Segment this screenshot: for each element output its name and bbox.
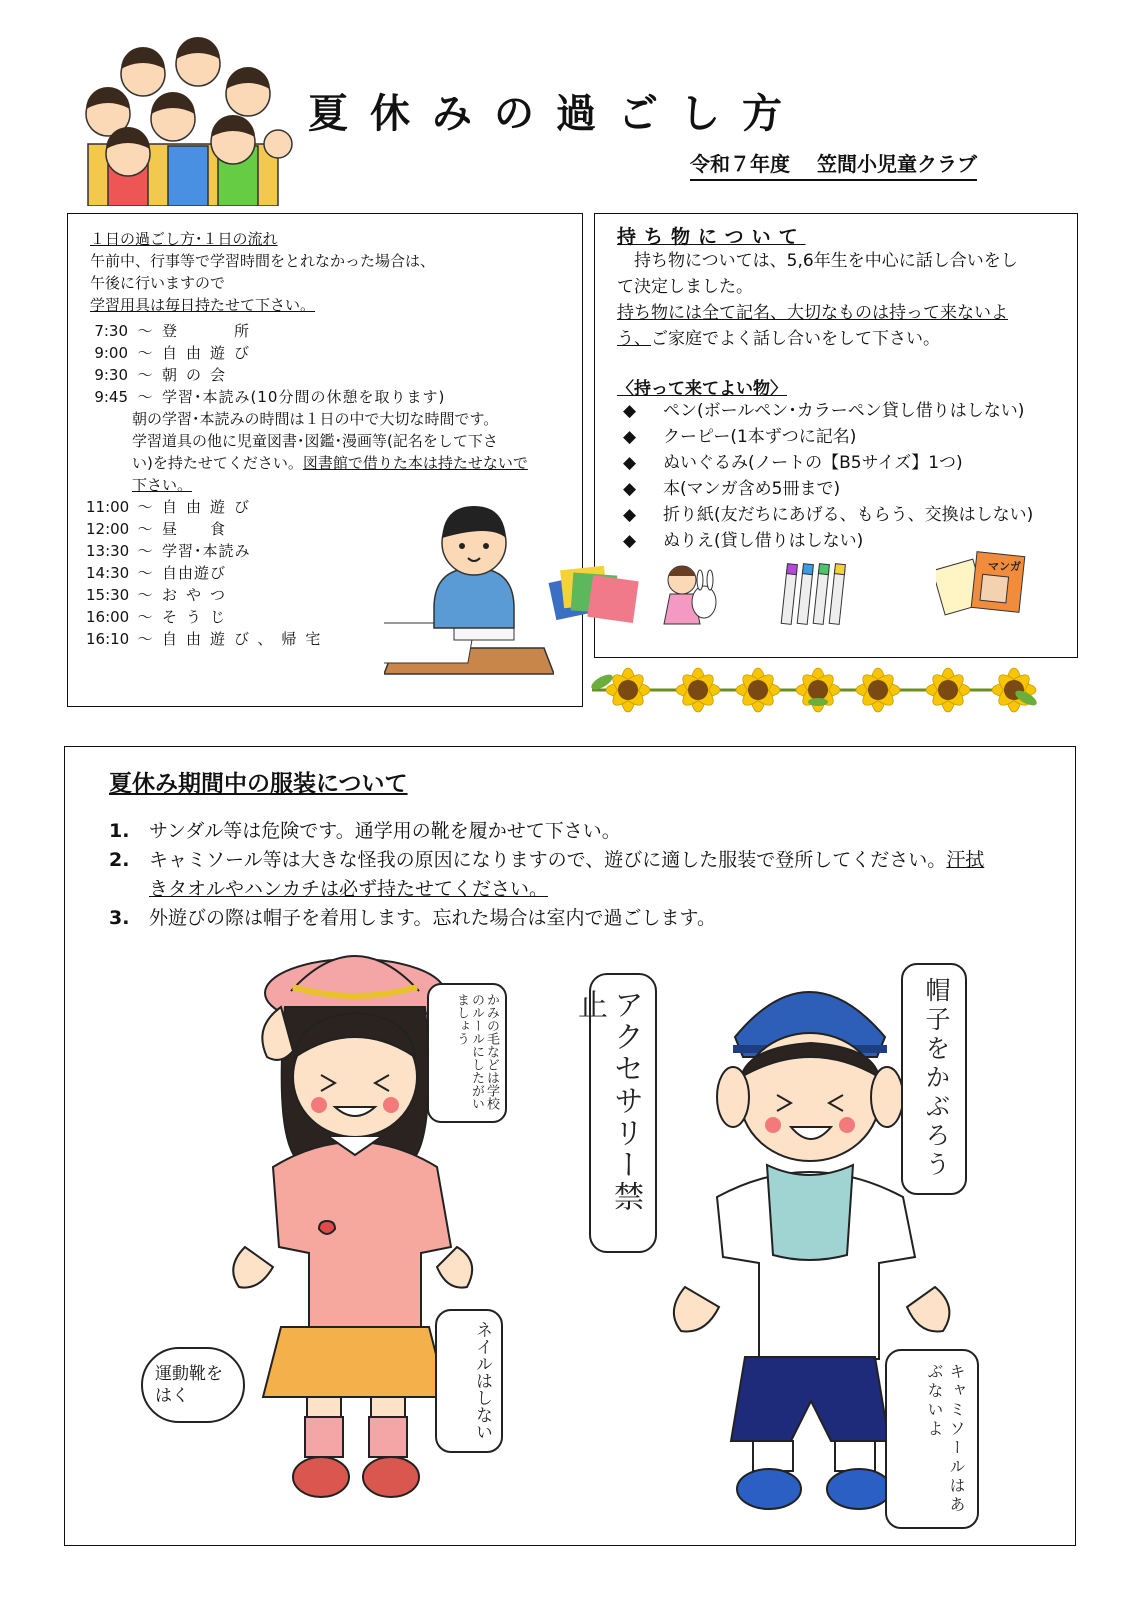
nail-rule-bubble: ネイルはしない [435, 1309, 503, 1453]
schedule-intro-line1: 午前中、行事等で学習時間をとれなかった場合は、 [90, 252, 436, 270]
schedule-row: 9:30 ～ 朝の会 [94, 366, 235, 384]
schedule-row: 13:30 ～ 学習･本読み [86, 542, 251, 560]
clothing-heading: 夏休み期間中の服装について [109, 771, 408, 797]
belongings-paragraph2-line2: う、ご家庭でよく話し合いをして下さい。 [617, 329, 940, 349]
schedule-row: 11:00 ～ 自由遊び [86, 498, 259, 516]
belongings-paragraph2-line1: 持ち物には全て記名、大切なものは持って来ないよ [617, 303, 1008, 323]
origami-paper-icon [548, 560, 640, 626]
schedule-intro-line2: 午後に行いますので [90, 274, 226, 292]
list-item: ◆ ペン(ボールペン･カラーペン貸し借りはしない) [623, 401, 1025, 421]
hair-rule-bubble: かみの毛などは学校のルールにしたがいましょう [427, 983, 507, 1123]
schedule-row: 16:10 ～ 自由遊び、帰宅 [86, 630, 330, 648]
daily-schedule-box [67, 213, 583, 707]
children-group-illustration [68, 34, 294, 206]
marker-pens-icon [778, 560, 858, 634]
study-note: 朝の学習･本読みの時間は１日の中で大切な時間です。 学習道具の他に児童図書･図鑑･漫画等(記名をして下さ い)を持たせてください。図書館で借りた本は持たせないで 下さい。 [132, 410, 528, 494]
camisole-rule-bubble: キャミソールはあぶないよ [885, 1349, 979, 1529]
page-subtitle: 令和７年度 笠間小児童クラブ [690, 148, 977, 181]
list-item: 3. 外遊びの際は帽子を着用します。忘れた場合は室内で過ごします。 [109, 907, 716, 929]
list-item: 2. キャミソール等は大きな怪我の原因になりますので、遊びに適した服装で登所してください。汗拭 きタオルやハンカチは必ず持たせてください。 [109, 849, 985, 900]
list-item: ◆ ぬいぐるみ(ノートの【B5サイズ】1つ) [623, 453, 963, 473]
manga-books-icon [936, 550, 1030, 616]
sunflower-border-decoration [586, 660, 1042, 716]
list-item: ◆ 本(マンガ含め5冊まで) [623, 479, 841, 499]
stuffed-toy-icon [656, 558, 724, 636]
accessory-rule-bubble: アクセサリー禁止 [589, 973, 657, 1253]
belongings-heading: 持ち物について [617, 226, 806, 248]
manga-label: マンガ [988, 560, 1021, 573]
belongings-paragraph1-line2: て決定しました。 [617, 277, 753, 297]
schedule-morning-list [86, 320, 445, 408]
page-title: 夏休みの過ごし方 [308, 91, 804, 137]
hat-rule-bubble: 帽子をかぶろう [901, 963, 967, 1195]
allowed-items-heading: 〈持って来てよい物〉 [617, 379, 787, 399]
summer-clothing-box [64, 746, 1076, 1546]
schedule-afternoon-list [86, 496, 329, 650]
list-item: ◆ 折り紙(友だちにあげる、もらう、交換はしない) [623, 505, 1034, 525]
allowed-items-list [623, 398, 1033, 554]
schedule-row: 14:30 ～ 自由遊び [86, 564, 227, 582]
clothing-rules-list [109, 817, 1059, 933]
schedule-row: 9:00 ～ 自由遊び [94, 344, 259, 362]
schedule-heading: １日の過ごし方･１日の流れ [90, 230, 278, 248]
schedule-row: 12:00 ～ 昼 食 [86, 520, 235, 538]
list-item: 1. サンダル等は危険です。通学用の靴を履かせて下さい。 [109, 820, 621, 842]
schedule-intro-line3: 学習用具は毎日持たせて下さい。 [90, 296, 316, 314]
schedule-row: 9:45 ～ 学習･本読み(10分間の休憩を取ります) [94, 388, 446, 406]
list-item: ◆ クーピー(1本ずつに記名) [623, 427, 857, 447]
schedule-row: 15:30 ～ おやつ [86, 586, 235, 604]
belongings-paragraph1-line1: 持ち物については、5,6年生を中心に話し合いをし [617, 251, 1018, 271]
boy-studying-illustration [384, 498, 554, 684]
schedule-row: 7:30 ～ 登 所 [94, 322, 259, 340]
list-item: ◆ ぬりえ(貸し借りはしない) [623, 531, 864, 551]
shoes-rule-bubble: 運動靴をはく [141, 1347, 245, 1423]
schedule-row: 16:00 ～ そうじ [86, 608, 235, 626]
